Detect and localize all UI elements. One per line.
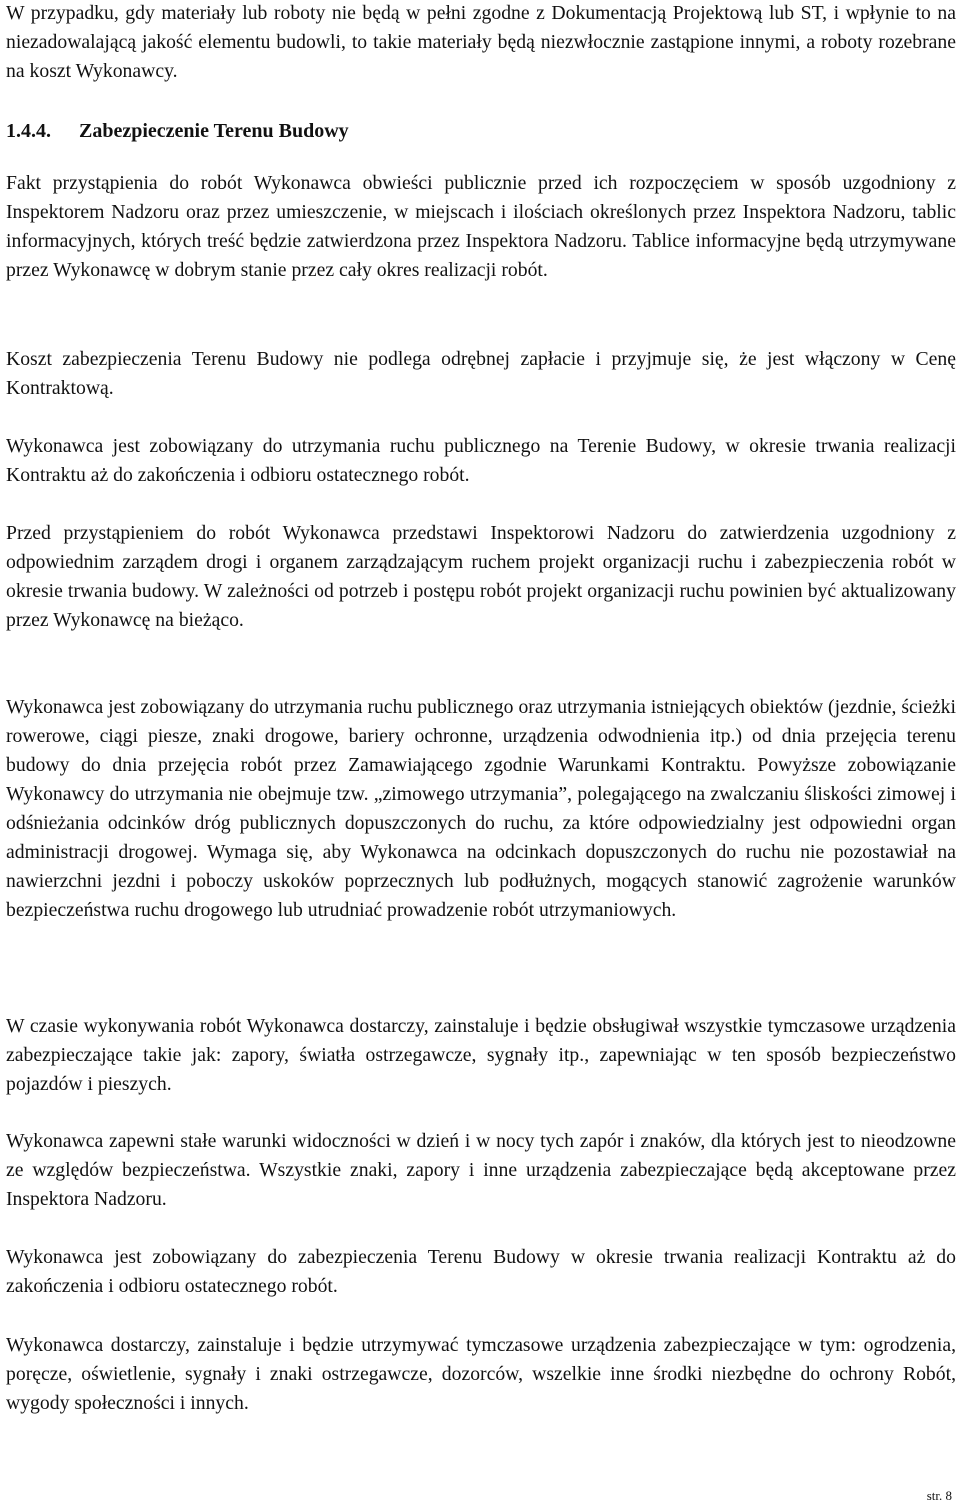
section-title: Zabezpieczenie Terenu Budowy (79, 120, 349, 142)
paragraph: Wykonawca jest zobowiązany do zabezpieczenia Terenu Budowy w okresie trwania realizacji Kontraktu aż do zakończenia i odbioru ostatecznego robót. (6, 1246, 956, 1297)
intro-paragraph: W przypadku, gdy materiały lub roboty nie będą w pełni zgodne z Dokumentacją Projektową lub ST, i wpłynie to na niezadowalającą jakość elementu budowli, to takie materiały będą niezwłocznie zastąpione innymi, a roboty rozebrane na koszt Wykonawcy. (6, 2, 956, 82)
section-heading (6, 117, 349, 146)
paragraph: Przed przystąpieniem do robót Wykonawca przedstawi Inspektorowi Nadzoru do zatwierdzenia uzgodniony z odpowiednim zarządem drogi i organem zarządzającym ruchem projekt organizacji ruchu i zabezpieczenia robót w okresie trwania budowy. W zależności od potrzeb i postępu robót projekt organizacji ruchu powinien być aktualizowany przez Wykonawcę na bieżąco. (6, 522, 956, 631)
paragraph: Koszt zabezpieczenia Terenu Budowy nie podlega odrębnej zapłacie i przyjmuje się, że jest włączony w Cenę Kontraktową. (6, 348, 956, 399)
paragraph: W czasie wykonywania robót Wykonawca dostarczy, zainstaluje i będzie obsługiwał wszystkie tymczasowe urządzenia zabezpieczające takie jak: zapory, światła ostrzegawcze, sygnały itp., zapewniając w ten sposób bezpieczeństwo pojazdów i pieszych. (6, 1015, 956, 1095)
paragraph: Wykonawca jest zobowiązany do utrzymania ruchu publicznego na Terenie Budowy, w okresie trwania realizacji Kontraktu aż do zakończenia i odbioru ostatecznego robót. (6, 435, 956, 486)
page-number: str. 8 (926, 1488, 952, 1503)
paragraph: Wykonawca dostarczy, zainstaluje i będzie utrzymywać tymczasowe urządzenia zabezpieczające w tym: ogrodzenia, poręcze, oświetlenie, sygnały i znaki ostrzegawcze, dozorców, wszelkie inne środki niezbędne do ochrony Robót, wygody społeczności i innych. (6, 1334, 956, 1414)
section-number: 1.4.4. (6, 120, 51, 142)
paragraph: Fakt przystąpienia do robót Wykonawca obwieści publicznie przed ich rozpoczęciem w sposób uzgodniony z Inspektorem Nadzoru oraz przez umieszczenie, w miejscach i ilościach określonych przez Inspektora Nadzoru, tablic informacyjnych, których treść będzie zatwierdzona przez Inspektora Nadzoru. Tablice informacyjne będą utrzymywane przez Wykonawcę w dobrym stanie przez cały okres realizacji robót. (6, 172, 956, 281)
paragraph: Wykonawca zapewni stałe warunki widoczności w dzień i w nocy tych zapór i znaków, dla których jest to nieodzowne ze względów bezpieczeństwa. Wszystkie znaki, zapory i inne urządzenia zabezpieczające będą akceptowane przez Inspektora Nadzoru. (6, 1130, 956, 1210)
paragraph: Wykonawca jest zobowiązany do utrzymania ruchu publicznego oraz utrzymania istniejących obiektów (jezdnie, ścieżki rowerowe, ciągi piesze, znaki drogowe, bariery ochronne, urządzenia odwodnienia itp.) od dnia przejęcia terenu budowy do dnia przejęcia robót przez Zamawiającego zgodnie Warunkami Kontraktu. Powyższe zobowiązanie Wykonawcy do utrzymania nie obejmuje tzw. „zimowego utrzymania”, polegającego na zwalczaniu śliskości zimowej i odśnieżania odcinków dróg publicznych dopuszczonych do ruchu, za które odpowiedzialny jest odpowiedni organ administracji drogowej. Wymaga się, aby Wykonawca na odcinkach dopuszczonych do ruchu nie pozostawiał na nawierzchni jezdni i poboczy uskoków poprzecznych lub podłużnych, mogących stanowić zagrożenie warunków bezpieczeństwa ruchu drogowego lub utrudniać prowadzenie robót utrzymaniowych. (6, 696, 956, 921)
